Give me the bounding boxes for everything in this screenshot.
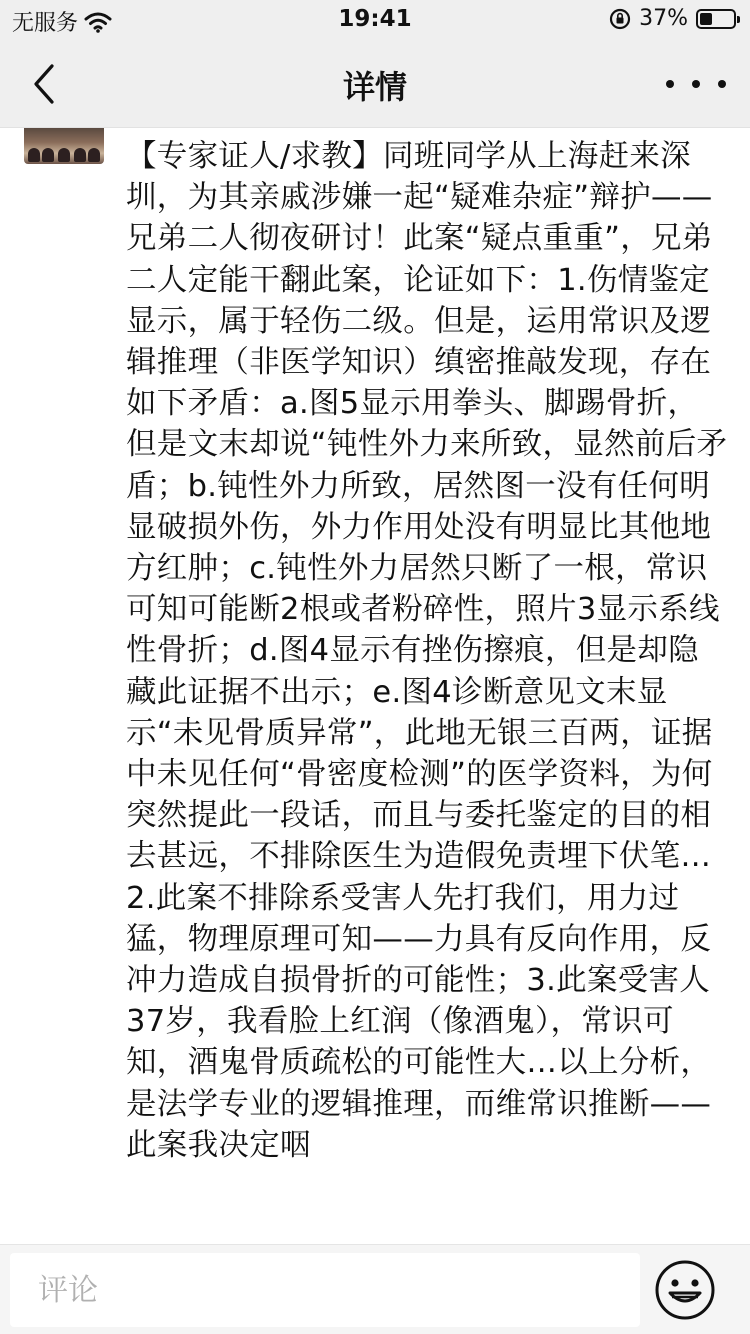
smiley-face-icon	[654, 1259, 716, 1321]
comment-bar	[0, 1244, 750, 1334]
avatar[interactable]	[24, 128, 104, 164]
page-title: 详情	[342, 68, 407, 106]
navigation-bar	[0, 40, 750, 128]
status-time: 19:41	[338, 6, 412, 32]
status-bar	[0, 0, 750, 40]
post-text: 【专家证人/求教】同班同学从上海赶来深圳，为其亲戚涉嫌一起“疑难杂症”辩护——兄弟二人彻夜研讨！此案“疑点重重”，兄弟二人定能干翻此案，论证如下：1.伤情鉴定显示，属于轻伤二级。但是，运用常识及逻辑推理（非医学知识）缜密推敲发现，存在如下矛盾：a.图5显示用拳头、脚踢骨折，但是文末却说“钝性外力来所致，显然前后矛盾；b.钝性外力所致，居然图一没有任何明显破损外伤，外力作用处没有明显比其他地方红肿；c.钝性外力居然只断了一根，常识可知可能断2根或者粉碎性，照片3显示系线性骨折；d.图4显示有挫伤擦痕，但是却隐藏此证据不出示；e.图4诊断意见文末显示“未见骨质异常”，此地无银三百两，证据中未见任何“骨密度检测”的医学资料，为何突然提此一段话，而且与委托鉴定的目的相去甚远，不排除医生为造假免责埋下伏笔…2.此案不排除系受害人先打我们，用力过猛，物理原理可知——力具有反向作用，反冲力造成自损骨折的可能性；3.此案受害人37岁，我看脸上红润（像酒鬼），常识可知，酒鬼骨质疏松的可能性大…以上分析，是法学专业的逻辑推理，而维常识推断——此案我决定咽	[126, 139, 728, 1163]
more-dot-icon	[692, 80, 700, 88]
more-dot-icon	[666, 80, 674, 88]
emoji-button[interactable]	[654, 1259, 716, 1321]
more-button[interactable]	[666, 60, 726, 108]
battery-percent: 37%	[639, 6, 688, 31]
more-dot-icon	[718, 80, 726, 88]
battery-icon	[696, 9, 736, 29]
orientation-lock-icon	[609, 8, 631, 30]
scrollbar[interactable]	[742, 148, 748, 1208]
post-content[interactable]	[0, 128, 750, 1244]
status-right	[609, 6, 736, 31]
comment-input[interactable]	[10, 1253, 640, 1327]
carrier-label: 无服务	[12, 11, 79, 36]
